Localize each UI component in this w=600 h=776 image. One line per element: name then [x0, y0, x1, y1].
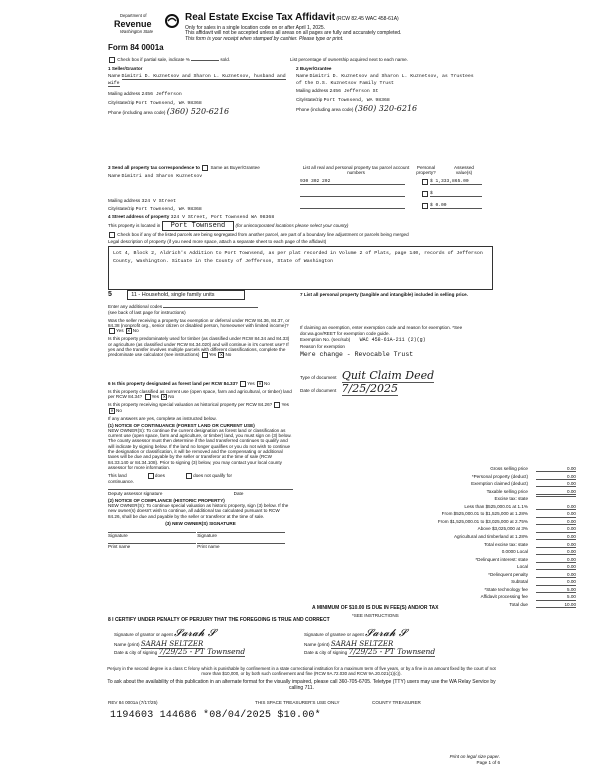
- tax-row-label: 0.0000 Local: [501, 549, 528, 555]
- exemption-deferral-question: Was the seller receiving a property tax exemption or deferral under RCW 84.36, 84.37, or 84.38 (nonprofit org., senior citizen or disabled person, homeowner with limited income)?: [108, 317, 290, 329]
- yes-label: Yes: [281, 402, 289, 408]
- no-label: No: [168, 394, 175, 400]
- tax-row: [388, 519, 578, 526]
- tax-row-value[interactable]: 10.00: [536, 602, 576, 608]
- property-section: [108, 214, 493, 290]
- yes-label: Yes: [151, 394, 159, 400]
- tax-row-label: Excise tax: state: [494, 496, 528, 502]
- corr-city-field[interactable]: Port Townsend, WA 98368: [135, 207, 202, 213]
- tax-row-label: Agricultural and timberland at 1.28%: [453, 533, 528, 539]
- no-label: No: [225, 352, 232, 358]
- new-owner-signature-heading: (3) NEW OWNER(S) SIGNATURE: [165, 520, 236, 526]
- tax-row-label: Subtotal: [511, 579, 528, 585]
- grantee-date-field[interactable]: 7/29/25 - PT Townsend: [348, 646, 436, 656]
- tax-row-value[interactable]: 0.00: [536, 519, 576, 525]
- timber-ag-question: Is this property predominately used for timber (as classified under RCW 84.34 and 84.33) or agriculture (as classified under RCW 84.34.020) and will continue in it's current use? If yes and the transfer involves multiple parcels with different classifications, complete the predominate use calculator (see instructions): [108, 336, 290, 358]
- treasurer-only: THIS SPACE TREASURER'S USE ONLY: [255, 700, 340, 705]
- legal-description-field[interactable]: Lot 4, Block 2, Aldrich's Addition to Port Townsend, as per plat recorded in Volume 2 of Plats, page 140, records of Jefferson County, Washington. Situate in the County of Jefferson, State of Washington: [108, 246, 493, 290]
- grantor-date-label: Date & city of signing: [114, 649, 158, 655]
- seller-city-label: City/state/zip: [108, 99, 135, 105]
- tax-row-label: Local: [517, 564, 528, 570]
- personal-head: Personal property?: [416, 165, 436, 176]
- tax-row: [388, 594, 578, 601]
- treasurer-stamp: 1194603 144686 *08/04/2025 $10.00*: [110, 710, 321, 721]
- tax-row-value[interactable]: 0.00: [536, 504, 576, 510]
- no-label: No: [116, 408, 122, 414]
- personal-property-checkbox[interactable]: [422, 191, 428, 197]
- tax-row: [388, 504, 578, 511]
- corr-name-label: Name: [108, 173, 121, 178]
- dor-logo: [110, 12, 180, 42]
- same-as-buyer-checkbox[interactable]: [202, 165, 208, 171]
- street-field[interactable]: 324 V Street, Port Townsend WA 98368: [170, 215, 275, 220]
- tax-row-label: Above $3,025,000 at 3%: [477, 526, 528, 532]
- street-label: 4 Street address of property: [108, 214, 170, 219]
- tax-row-label: Gross selling price: [490, 466, 528, 471]
- grantor-name-label: Name (print): [114, 641, 140, 647]
- buyer-phone-field[interactable]: (360) 320-6216: [354, 104, 418, 114]
- tax-row-value[interactable]: 0.00: [536, 572, 576, 578]
- tax-row-label: *State technology fee: [484, 586, 528, 592]
- yes-note: If any answers are yes, complete as instructed below.: [108, 416, 217, 422]
- title-block: [185, 12, 500, 43]
- historic-no-checkbox[interactable]: ✕: [110, 408, 114, 414]
- section5-number: 5: [108, 291, 112, 298]
- historic-heading: (2) NOTICE OF COMPLIANCE (HISTORIC PROPERTY): [108, 497, 225, 503]
- legal-paper-note: Print on legal size paper.: [449, 754, 500, 759]
- continuance-heading: (1) NOTICE OF CONTINUANCE (FOREST LAND OR CURRENT USE): [108, 422, 255, 428]
- does-checkbox[interactable]: [148, 473, 154, 479]
- owner-signature-label: Signature: [108, 532, 196, 538]
- tax-row-label: Total excise tax: state: [484, 541, 528, 547]
- no-label: No: [132, 328, 139, 334]
- historic-yes-checkbox[interactable]: [274, 402, 280, 408]
- yes-label: Yes: [247, 381, 255, 387]
- does-label: does: [154, 473, 165, 479]
- seller-mailing-field[interactable]: 2456 Jefferson: [141, 92, 182, 98]
- tax-row: [388, 572, 578, 579]
- tax-row: [388, 526, 578, 533]
- tax-row: [388, 481, 578, 488]
- corr-city-label: City/state/zip: [108, 206, 135, 212]
- this-land-label: This land: [108, 473, 127, 479]
- dept-line1: Department of: [120, 13, 147, 18]
- segregated-label: Check box if any of the listed parcels are being segregated from another parcel, are part of a boundary line adjustment or parcels being merged: [117, 231, 409, 237]
- parcel-number-field[interactable]: 930 302 202: [300, 179, 405, 185]
- tax-row-label: *Personal property (deduct): [471, 473, 528, 479]
- current-use-yes-checkbox[interactable]: [145, 394, 151, 400]
- tax-row-value[interactable]: 0.00: [536, 549, 576, 555]
- tax-row-value[interactable]: [536, 496, 576, 497]
- parcel-row: [296, 179, 486, 187]
- tax-row: [388, 549, 578, 556]
- certification-heading: 8 I CERTIFY UNDER PENALTY OF PERJURY THAT THE FOREGOING IS TRUE AND CORRECT: [108, 617, 330, 623]
- does-not-label: does not qualify for: [193, 473, 232, 479]
- seller-city-field[interactable]: Port Townsend, WA 98368: [135, 100, 202, 106]
- assessed-value-field[interactable]: $ 1,333,865.00: [430, 179, 482, 185]
- owner-print-name-label: Print name: [108, 543, 196, 549]
- doc-type-label: Type of document: [300, 375, 337, 381]
- parcel-row: [296, 203, 486, 211]
- q2-no-checkbox[interactable]: ✕: [219, 352, 224, 358]
- see-back-note: (see back of last page for instructions): [108, 309, 186, 315]
- alt-format-notice: To ask about the availability of this publication in an alternate format for the visually impaired, please call 360-705-6705. Teletype (TTY) users may use the WA Relay Service by calling 711.: [107, 679, 496, 691]
- seller-name-field[interactable]: Dimitri D. Kuznetsov and Sharon L. Kuznetsov, husband and wife: [108, 74, 286, 86]
- tax-row: [388, 542, 578, 549]
- partial-sale-checkbox[interactable]: [109, 57, 115, 63]
- tax-row: [388, 511, 578, 518]
- q1-no-checkbox[interactable]: ✕: [127, 328, 131, 334]
- tax-row-value[interactable]: 5.00: [536, 587, 576, 593]
- current-use-question: Is this property classified as current use (open space, farm and agricultural, or timber) land per RCW 84.34?: [108, 389, 292, 400]
- tax-row-value[interactable]: 0.00: [536, 564, 576, 570]
- designation-section: [108, 381, 293, 550]
- dor-swirl-icon: [165, 14, 179, 28]
- form-title: Real Estate Excise Tax Affidavit: [185, 12, 336, 23]
- personal-property-section: [300, 292, 490, 396]
- tax-row-label: Affidavit processing fee: [480, 594, 528, 600]
- buyer-phone-label: Phone (including area code): [296, 107, 354, 113]
- exemption-claim-label: If claiming an exemption, enter exemption code and reason for exemption. *See dor.wa.gov/REET for exemption code guide.: [300, 325, 463, 336]
- tax-row-label: Taxable selling price: [486, 488, 528, 494]
- deputy-date-label: Date: [233, 491, 244, 497]
- location-select[interactable]: Port Townsend: [162, 221, 235, 231]
- correspondence-section: [108, 165, 288, 213]
- doc-date-label: Date of document: [300, 387, 337, 393]
- buyer-section: [296, 66, 481, 114]
- tax-row-label: From $1,525,000.01 to $3,025,000 at 2.75%: [437, 518, 528, 524]
- note-3: This form is your receipt when stamped by cashier. Please type or print.: [185, 36, 344, 42]
- reason-label: Reason for exemption: [300, 343, 345, 349]
- page-number: Page 1 of 6: [476, 760, 500, 765]
- county-treasurer: COUNTY TREASURER: [372, 700, 421, 705]
- correspondence-heading: 3 Send all property tax correspondence to: [108, 165, 200, 171]
- tax-row-label: Exemption claimed (deduct): [471, 481, 528, 487]
- current-use-no-checkbox[interactable]: ✕: [162, 394, 166, 400]
- tax-row-value[interactable]: 0.00: [536, 466, 576, 472]
- tax-row-value[interactable]: 0.00: [536, 542, 576, 548]
- grantor-signature-label: Signature of grantor or agent: [114, 632, 173, 637]
- same-as-buyer-label: Same as Buyer/Grantee: [210, 165, 260, 171]
- form-number: Form 84 0001a: [108, 43, 164, 52]
- legal-label: Legal description of property (if you need more space, attach a separate sheet to each page of the affidavit): [108, 238, 327, 244]
- tax-row-label: Total due: [509, 601, 528, 607]
- parcel-number-field[interactable]: [300, 203, 405, 209]
- grantee-block: [304, 628, 494, 656]
- buyer-mailing-field[interactable]: 2456 Jefferson St: [329, 89, 379, 95]
- continuance-text: NEW OWNER(S): To continue the current designation as forest land or classification as current use (open space, farm and agriculture, or timber) land, you must sign on (3) below. The county assessor must then determine if the land transferred continues to qualify and will indicate by signing below. If the land no longer qualifies or you do not wish to continue the designation or classification, it will be removed and the compensating or additional taxes will be due and payable by the seller or transferor at the time of sale (RCW 84.33.140 or 84.34.108). Prior to signing (3) below, you may contact your local county assessor for more information.: [108, 427, 292, 470]
- land-use-section: [108, 290, 293, 358]
- tax-row: [388, 496, 578, 503]
- seller-phone-label: Phone (including area code): [108, 110, 166, 116]
- buyer-name-field[interactable]: Dimitri D. Kuznetsov and Sharon L. Kuznetsov, as Trustees of the D.S. Kuznetsov Family Trust: [296, 74, 474, 86]
- tax-row-value[interactable]: 0.00: [536, 474, 576, 480]
- tax-row: [388, 534, 578, 541]
- historic-text: NEW OWNER(S): To continue special valuation as historic property, sign (3) below. If the new owner(s) doesn't wish to continue, all additional tax calculated pursuant to RCW 84.26, shall be due and payable by the seller or transferor at the time of sale.: [108, 502, 289, 519]
- tax-row-value[interactable]: 0.00: [536, 534, 576, 540]
- tax-row-value[interactable]: 0.00: [536, 511, 576, 517]
- located-label: This property is located in: [108, 222, 161, 228]
- exemption-no-label: Exemption No. (sec/sub): [300, 336, 351, 342]
- exemption-no-field[interactable]: WAC 458-61A-211 (2)(g): [359, 336, 426, 343]
- tax-row-label: Less than $525,000.01 at 1.1%: [464, 503, 528, 509]
- assessed-value-field[interactable]: $: [430, 191, 482, 197]
- tax-row-value[interactable]: 5.00: [536, 594, 576, 600]
- personal-property-checkbox[interactable]: [422, 179, 428, 185]
- tax-row-value[interactable]: 0.00: [536, 489, 576, 495]
- seller-name-label: Name: [108, 73, 121, 79]
- owner-print-name-label: Print name: [197, 543, 285, 549]
- tax-row: [388, 489, 578, 496]
- buyer-name-label: Name: [296, 73, 309, 79]
- grantor-name-field[interactable]: SARAH SELTZER: [140, 639, 204, 648]
- buyer-city-field[interactable]: Port Townsend, WA 98368: [323, 97, 390, 103]
- land-use-select[interactable]: 11 - Household, single family units: [127, 290, 245, 300]
- buyer-city-label: City/state/zip: [296, 96, 323, 102]
- seller-mailing-label: Mailing address: [108, 91, 141, 97]
- see-instructions: *SEE INSTRUCTIONS: [352, 613, 399, 618]
- corr-mailing-label: Mailing address: [108, 197, 141, 203]
- personal-property-checkbox[interactable]: [422, 203, 428, 209]
- tax-row-value[interactable]: 0.00: [536, 481, 576, 487]
- doc-type-field[interactable]: Quit Claim Deed: [341, 369, 435, 383]
- dept-line3: Washington State: [120, 29, 153, 34]
- rcw-ref: (RCW 82.45 WAC 458-61A): [336, 16, 399, 22]
- forest-yes-checkbox[interactable]: [240, 381, 246, 387]
- parcel-row: [296, 191, 486, 199]
- seller-heading: 1 Seller/Grantor: [108, 66, 143, 71]
- tax-row: [388, 474, 578, 481]
- forest-no-checkbox[interactable]: ✕: [258, 381, 262, 386]
- parcel-head: List all real and personal property tax parcel account numbers: [302, 165, 410, 176]
- reason-field[interactable]: Mere change - Revocable Trust: [300, 350, 414, 358]
- yes-label: Yes: [208, 352, 217, 358]
- q2-yes-checkbox[interactable]: [202, 352, 208, 358]
- doc-date-field[interactable]: 7/25/2025: [341, 381, 398, 395]
- tax-row: [388, 579, 578, 586]
- section7-heading: 7 List all personal property (tangible and intangible) included in selling price.: [300, 292, 468, 297]
- tax-row-label: *Delinquent penalty: [488, 571, 528, 577]
- buyer-mailing-label: Mailing address: [296, 88, 329, 94]
- tax-row: [388, 587, 578, 594]
- tax-row-value[interactable]: 0.00: [536, 557, 576, 563]
- tax-row-value[interactable]: 0.00: [536, 526, 576, 532]
- located-note: (for unincorporated locations please select your county): [235, 222, 349, 228]
- tax-row: [388, 466, 578, 473]
- corr-mailing-field[interactable]: 324 V Street: [141, 198, 177, 204]
- tax-row: [388, 564, 578, 571]
- ownership-note: List percentage of ownership acquired next to each name.: [290, 57, 408, 62]
- buyer-heading: 2 Buyer/Grantee: [296, 66, 332, 71]
- tax-row: [388, 557, 578, 564]
- no-label: No: [264, 381, 270, 387]
- tax-row-label: From $525,000.01 to $1,525,000 at 1.28%: [441, 511, 528, 517]
- deputy-assessor-label: Deputy assessor signature: [108, 491, 163, 497]
- certification-section: [108, 617, 493, 656]
- does-not-checkbox[interactable]: [186, 473, 192, 479]
- grantee-signature-label: Signature of grantee or agent: [304, 632, 364, 637]
- partial-sale-row: [108, 57, 230, 63]
- grantee-name-field[interactable]: SARAH SELTZER: [330, 639, 394, 648]
- note-1: Only for sales in a single location code on or after April 1, 2025.: [185, 24, 326, 31]
- segregated-checkbox[interactable]: [109, 232, 115, 238]
- minimum-notice: A MINIMUM OF $10.00 IS DUE IN FEE(S) AND/OR TAX: [312, 605, 439, 611]
- q1-yes-checkbox[interactable]: [109, 328, 115, 334]
- grantor-signature[interactable]: 𝓢𝓪𝓻𝓪𝓱 𝓢: [174, 628, 216, 639]
- owner-signature-label: Signature: [197, 532, 285, 538]
- grantee-name-label: Name (print): [304, 641, 330, 647]
- grantor-block: [114, 628, 294, 656]
- assessed-value-field[interactable]: $ 0.00: [430, 203, 482, 209]
- revision: REV 84 0001a (7/17/25): [108, 700, 158, 705]
- forest-land-question: 6 Is this property designated as forest land per RCW 84.33?: [108, 381, 238, 387]
- grantee-date-label: Date & city of signing: [304, 649, 348, 655]
- tax-row-value[interactable]: 0.00: [536, 579, 576, 585]
- partial-sale-label: Check box if partial sale, indicate %: [117, 57, 190, 63]
- dept-line2: Revenue: [114, 19, 152, 29]
- yes-label: Yes: [116, 328, 124, 334]
- seller-section: [108, 66, 288, 117]
- assessed-head: Assessed value(s): [454, 165, 474, 176]
- seller-phone-field[interactable]: (360) 520-6216: [166, 107, 230, 117]
- note-2: This affidavit will not be accepted unless all areas on all pages are fully and accurately completed.: [185, 30, 402, 37]
- grantee-signature[interactable]: 𝓢𝓪𝓻𝓪𝓱 𝓢: [365, 628, 407, 639]
- historic-question: Is this property receiving special valuation as historical property per RCW 84.26?: [108, 402, 273, 408]
- parcel-number-field[interactable]: [300, 191, 405, 197]
- perjury-notice: Perjury in the second degree is a class C felony which is punishable by confinement in a state correctional institution for a maximum term of five years, or by a fine in an amount fixed by the court of not more than $10,000, or by both such confinement and fine (RCW 9A.72.030 and RCW 9A.20.021(1)(c)).: [107, 666, 496, 677]
- corr-name-field[interactable]: Dimitri and Sharon Kuznetsov: [121, 174, 203, 179]
- tax-row-label: *Delinquent interest: state: [475, 556, 528, 562]
- sold-label: sold.: [220, 57, 231, 63]
- grantor-date-field[interactable]: 7/29/25 - PT Townsend: [158, 646, 246, 656]
- additional-codes-label: Enter any additional codes: [108, 304, 163, 310]
- continuance-label: continuance.: [108, 479, 135, 485]
